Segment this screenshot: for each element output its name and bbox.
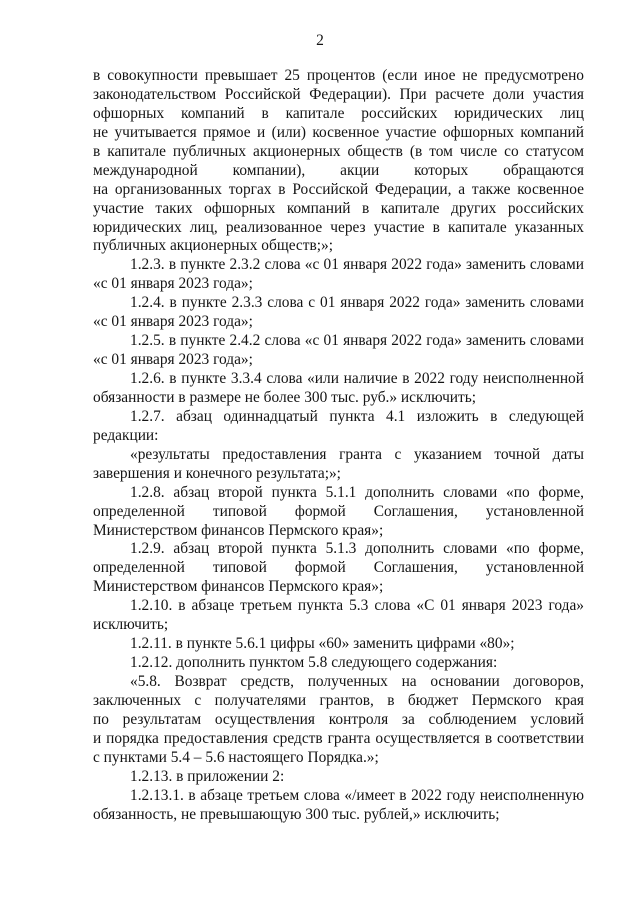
paragraph xyxy=(93,446,584,484)
paragraph xyxy=(93,654,584,673)
paragraph xyxy=(93,408,584,446)
paragraph xyxy=(93,673,584,768)
text-line: 1.2.3. в пункте 2.3.2 слова «с 01 января 2022 года» заменить словами xyxy=(130,256,584,274)
paragraph xyxy=(93,540,584,597)
paragraph xyxy=(93,67,584,256)
text-line: исключить; xyxy=(93,616,169,634)
text-line: «5.8. Возврат средств, полученных на основании договоров, xyxy=(130,673,584,690)
text-line: участие таких офшорных компаний в капитале других российских xyxy=(93,199,584,217)
document-body xyxy=(93,67,584,825)
text-line: Министерством финансов Пермского края»; xyxy=(93,578,384,596)
text-line: 1.2.11. в пункте 5.6.1 цифры «60» заменить цифрами «80»; xyxy=(130,635,515,653)
text-line: 1.2.13.1. в абзаце третьем слова «/имеет в 2022 году неисполненную xyxy=(130,786,584,804)
text-line: определенной типовой формой Соглашения, установленной xyxy=(93,559,584,577)
text-line: 1.2.10. в абзаце третьем пункта 5.3 слова «С 01 января 2023 года» xyxy=(130,597,584,615)
text-line: 1.2.5. в пункте 2.4.2 слова «с 01 января 2022 года» заменить словами xyxy=(130,332,584,350)
paragraph xyxy=(93,294,584,332)
text-line: редакции: xyxy=(93,426,159,444)
text-line: заключенных с получателями грантов, в бюджет Пермского края xyxy=(93,691,584,709)
text-line: 1.2.7. абзац одиннадцатый пункта 4.1 изложить в следующей xyxy=(130,407,584,425)
text-line: 1.2.9. абзац второй пункта 5.1.3 дополнить словами «по форме, xyxy=(130,540,584,558)
text-line: по результатам осуществления контроля за соблюдением условий xyxy=(93,710,584,728)
text-line: 1.2.4. в пункте 2.3.3 слова с 01 января 2022 года» заменить словами xyxy=(130,294,584,312)
page-number: 2 xyxy=(316,32,324,49)
text-line: определенной типовой формой Соглашения, установленной xyxy=(93,502,584,520)
text-line: законодательством Российской Федерации). При расчете доли участия xyxy=(93,85,584,103)
text-line: Министерством финансов Пермского края»; xyxy=(93,521,384,539)
text-line: «с 01 января 2023 года»; xyxy=(93,351,253,369)
text-line: обязанность, не превышающую 300 тыс. рублей,» исключить; xyxy=(93,805,500,823)
text-line: 1.2.12. дополнить пунктом 5.8 следующего содержания: xyxy=(130,654,498,672)
text-line: с пунктами 5.4 – 5.6 настоящего Порядка.»; xyxy=(93,748,379,766)
paragraph xyxy=(93,635,584,654)
text-line: офшорных компаний в капитале российских юридических лиц xyxy=(93,104,584,122)
text-line: публичных акционерных обществ;»; xyxy=(93,237,333,255)
paragraph xyxy=(93,484,584,541)
text-line: «с 01 января 2023 года»; xyxy=(93,313,253,331)
text-line: «результаты предоставления гранта с указанием точной даты xyxy=(130,445,584,463)
paragraph xyxy=(93,597,584,635)
text-line: завершения и конечного результата;»; xyxy=(93,464,341,482)
text-line: «с 01 января 2023 года»; xyxy=(93,275,253,293)
text-line: обязанности в размере не более 300 тыс. руб.» исключить; xyxy=(93,388,477,406)
paragraph xyxy=(93,768,584,787)
paragraph xyxy=(93,370,584,408)
text-line: на организованных торгах в Российской Федерации, а также косвенное xyxy=(93,180,584,198)
paragraph xyxy=(93,787,584,825)
text-line: юридических лиц, реализованное через участие в капитале указанных xyxy=(93,218,584,236)
text-line: 1.2.13. в приложении 2: xyxy=(130,767,285,785)
text-line: международной компании), акции которых обращаются xyxy=(93,161,584,179)
text-line: в капитале публичных акционерных обществ (в том числе со статусом xyxy=(93,142,584,160)
paragraph xyxy=(93,256,584,294)
text-line: 1.2.6. в пункте 3.3.4 слова «или наличие в 2022 году неисполненной xyxy=(130,370,584,387)
text-line: и порядка предоставления средств гранта осуществляется в соответствии xyxy=(93,729,584,747)
text-line: в совокупности превышает 25 процентов (если иное не предусмотрено xyxy=(93,67,584,84)
text-line: 1.2.8. абзац второй пункта 5.1.1 дополнить словами «по форме, xyxy=(130,483,584,501)
paragraph xyxy=(93,332,584,370)
text-line: не учитывается прямое и (или) косвенное участие офшорных компаний xyxy=(93,123,584,141)
